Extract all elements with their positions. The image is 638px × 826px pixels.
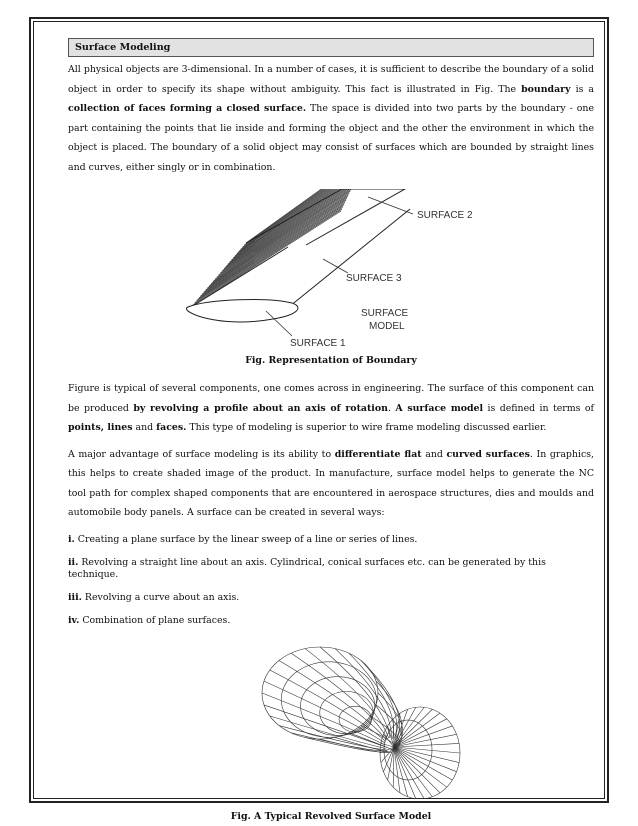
wireframe-line	[393, 747, 394, 787]
wireframe-line	[394, 747, 452, 780]
hatch-line	[193, 209, 342, 305]
wing-hatch-lines	[191, 189, 366, 307]
list-item-text: Revolving a curve about an axis.	[81, 591, 240, 603]
intro-paragraph	[68, 60, 594, 177]
label-model-line-2: MODEL	[369, 321, 405, 332]
hatch-line	[206, 197, 348, 290]
p2-bold-3: points, lines	[68, 422, 133, 433]
figure-revolved-surface	[68, 641, 594, 799]
intro-bold-boundary: boundary	[521, 83, 571, 95]
list-item	[68, 615, 594, 627]
label-model-line-1: SURFACE	[361, 308, 409, 319]
intro-text-3: The space is divided into two parts by the boundary - one part containing the points that lie inside and forming the object and the other the environment in which the object is placed. The boundary of a solid object may consist of surfaces which are bounded by straight lines and curves, either singly or in combination.	[68, 103, 594, 173]
label-surface-2: SURFACE 2	[417, 210, 473, 221]
list-marker: i.	[68, 533, 75, 545]
list-item	[68, 557, 594, 581]
list-item	[68, 534, 594, 546]
p2-text-1: Figure is typical of several components, one comes across in engineering. The surface of this component can be produced	[68, 383, 594, 414]
wing-bottom-edge	[274, 209, 410, 319]
label-surface-3: SURFACE 3	[346, 273, 402, 284]
p2-text-4: and	[132, 422, 157, 433]
p3-bold-2: curved surfaces	[446, 448, 530, 460]
paragraph-advantages	[68, 445, 594, 523]
intro-bold-collection: collection of faces forming a closed surface.	[68, 103, 307, 114]
list-item	[68, 592, 594, 604]
p2-bold-4: faces.	[156, 422, 187, 433]
p2-bold-2: A surface model	[395, 402, 484, 414]
hatch-line	[213, 189, 351, 281]
p2-text-3: is defined in terms of	[483, 402, 595, 414]
list-item-text: Creating a plane surface by the linear sweep of a line or series of lines.	[74, 533, 418, 545]
label-surface-1: SURFACE 1	[290, 338, 346, 349]
wireframe-line	[305, 648, 389, 738]
wireframe-line	[394, 747, 408, 797]
hatch-line	[197, 206, 344, 301]
leader-surface-2	[368, 197, 413, 214]
p2-text-5: This type of modeling is superior to wire frame modeling discussed earlier.	[186, 422, 547, 433]
list-marker: iii.	[68, 591, 82, 603]
hatch-line	[208, 195, 349, 288]
wireframe-line	[279, 660, 386, 740]
hatch-line	[198, 204, 344, 299]
hatch-line	[195, 207, 343, 302]
p3-text-1: A major advantage of surface modeling is its ability to	[68, 448, 335, 460]
p3-bold-1: differentiate flat	[334, 448, 422, 460]
hatch-line	[209, 193, 349, 286]
hatch-line	[211, 191, 350, 283]
list-item-text: Combination of plane surfaces.	[79, 614, 231, 626]
list-marker: iv.	[68, 614, 80, 626]
list-marker: ii.	[68, 556, 79, 568]
revolved-wireframe	[262, 647, 460, 799]
figure-1-caption: Fig. Representation of Boundary	[245, 355, 417, 366]
p3-text-2: and	[421, 448, 447, 460]
figure-boundary	[68, 189, 594, 349]
wireframe-line	[394, 747, 460, 753]
section-title: Surface Modeling	[68, 38, 594, 57]
p2-bold-1: by revolving a profile about an axis of rotation	[133, 402, 388, 414]
intro-text-1: All physical objects are 3-dimensional. In a number of cases, it is sufficient to describe the boundary of a solid object in order to specify its shape without ambiguity. This fact is illustrated in Fig. The	[68, 64, 594, 95]
leader-surface-3	[323, 259, 348, 273]
revolved-surface-drawing	[68, 641, 594, 799]
list-item-text: Revolving a straight line about an axis. Cylindrical, conical surfaces etc. can be generated by this technique.	[68, 556, 546, 580]
paragraph-surface-model	[68, 379, 594, 438]
hatch-line	[202, 200, 346, 294]
hatch-line	[200, 202, 345, 296]
wing-end-profile	[186, 300, 298, 322]
wireframe-line	[393, 718, 394, 746]
wireframe-line	[381, 743, 394, 747]
page-content	[68, 38, 594, 822]
figure-2-caption: Fig. A Typical Revolved Surface Model	[230, 810, 432, 822]
p2-text-2: .	[387, 402, 396, 414]
wireframe-line	[305, 737, 389, 752]
surface-model-drawing	[68, 189, 594, 349]
intro-text-2: is a	[570, 83, 595, 95]
p3-text-3: . In graphics, this helps to create shaded image of the product. In manufacture, surface model helps to generate the NC tool path for complex shaped components that are encountered in aerospace structures, dies and moulds and automobile body panels. A surface can be created in several ways:	[68, 448, 594, 518]
